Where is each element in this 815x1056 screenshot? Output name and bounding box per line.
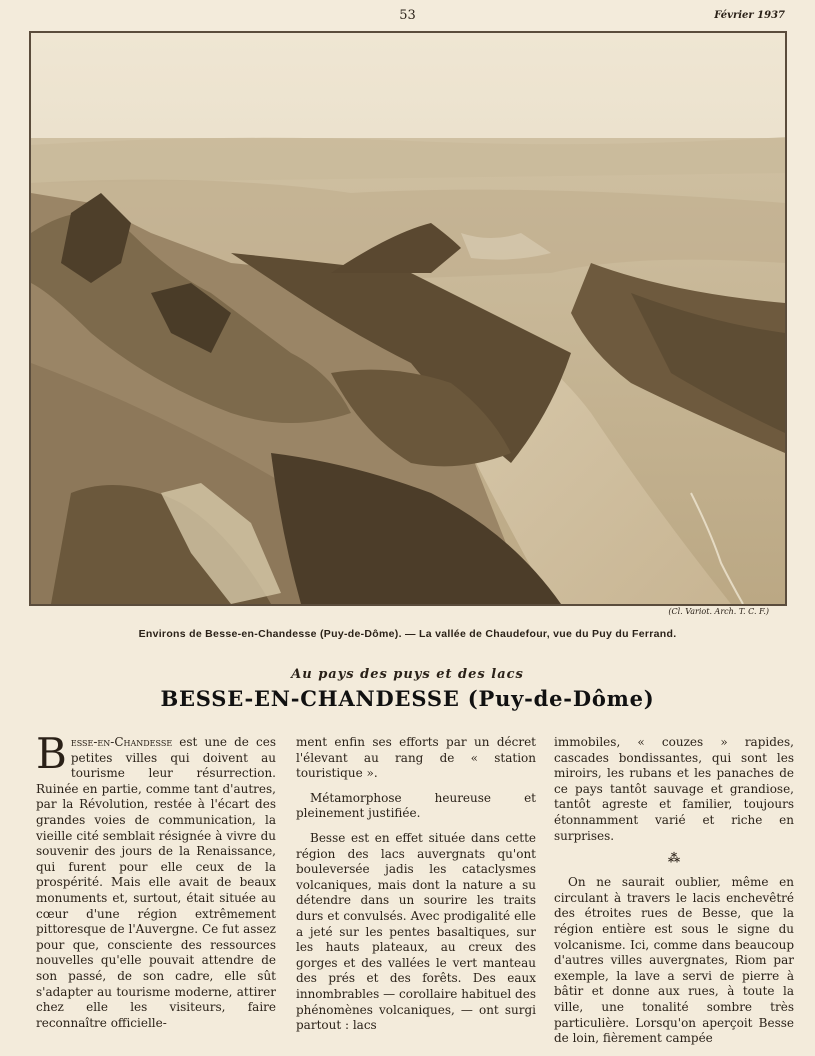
- paragraph: On ne saurait oublier, même en circulant à travers le lacis enchevêtré des étroites rues de Besse, que la région entière est sous le signe du volcanisme. Ici, comme dans beaucoup d'autres villes auvergnates, Riom par exemple, la lave a servi de pierre à bâtir et donne aux rues, à toute la ville, une tonalité sombre très particulière. Lorsqu'on aperçoit Besse de loin, fièrement campée: [554, 875, 794, 1046]
- paragraph: [36, 729, 276, 1031]
- paragraph: immobiles, « couzes » rapides, cascades bondissantes, qui sont les miroirs, les rubans et les panaches de ce pays tantôt sauvage et grandiose, tantôt agreste et familier, toujours étonnamment varié et riche en surprises.: [554, 735, 794, 843]
- issue-date: Février 1937: [714, 10, 785, 21]
- article-headline: BESSE-EN-CHANDESSE (Puy-de-Dôme): [160, 686, 655, 711]
- lead-smallcaps: esse-en-Chandesse: [70, 735, 173, 749]
- valley-illustration: [31, 33, 785, 604]
- page-header: [0, 6, 815, 26]
- photo-credit: (Cl. Variot. Arch. T. C. F.): [668, 607, 769, 616]
- paragraph-text: est une de ces petites villes qui doivent au tourisme leur résurrection. Ruinée en partie, comme tant d'autres, par la Révolution, restée à l'écart des grandes voies de communication, la vieille cité semblait résignée à vivre du souvenir des jours de la Renaissance, qui furent pour elle ceux de la prospérité. Mais elle avait de beaux monuments et, surtout, était située au cœur d'une région extrêmement pittoresque de l'Auvergne. Ce fut assez pour que, consciente des ressources nouvelles qu'elle pouvait attendre de son passé, de son cadre, elle sût s'adapter au tourisme moderne, attirer chez elle les visiteurs, faire reconnaître officielle-: [36, 735, 276, 1030]
- drop-cap: B: [36, 729, 67, 778]
- paragraph: ment enfin ses efforts par un décret l'élevant au rang de « station touristique ».: [296, 735, 536, 781]
- section-asterism: ⁂: [667, 851, 681, 866]
- text-column-2: [296, 735, 536, 1043]
- page-number: 53: [399, 8, 416, 23]
- article-kicker: Au pays des puys et des lacs: [291, 667, 524, 682]
- text-column-3: [554, 735, 794, 1056]
- photo-caption: Environs de Besse-en-Chandesse (Puy-de-Dôme). — La vallée de Chaudefour, vue du Puy du Ferrand.: [138, 628, 677, 640]
- paragraph: Besse est en effet située dans cette région des lacs auvergnats qu'ont bouleversée jadis les cataclysmes volcaniques, mais dont la nature a su détendre dans un sourire les traits durs et convulsés. Avec prodigalité elle a jeté sur les pentes basaltiques, sur les hauts plateaux, au creux des gorges et des vallées le vert manteau des prés et des forêts. Des eaux innombrables — corollaire habituel des phénomènes volcaniques, — ont surgi partout : lacs: [296, 830, 536, 1033]
- paragraph: Métamorphose heureuse et pleinement justifiée.: [296, 790, 536, 821]
- text-column-1: [36, 729, 276, 1040]
- landscape-photo: [29, 31, 787, 606]
